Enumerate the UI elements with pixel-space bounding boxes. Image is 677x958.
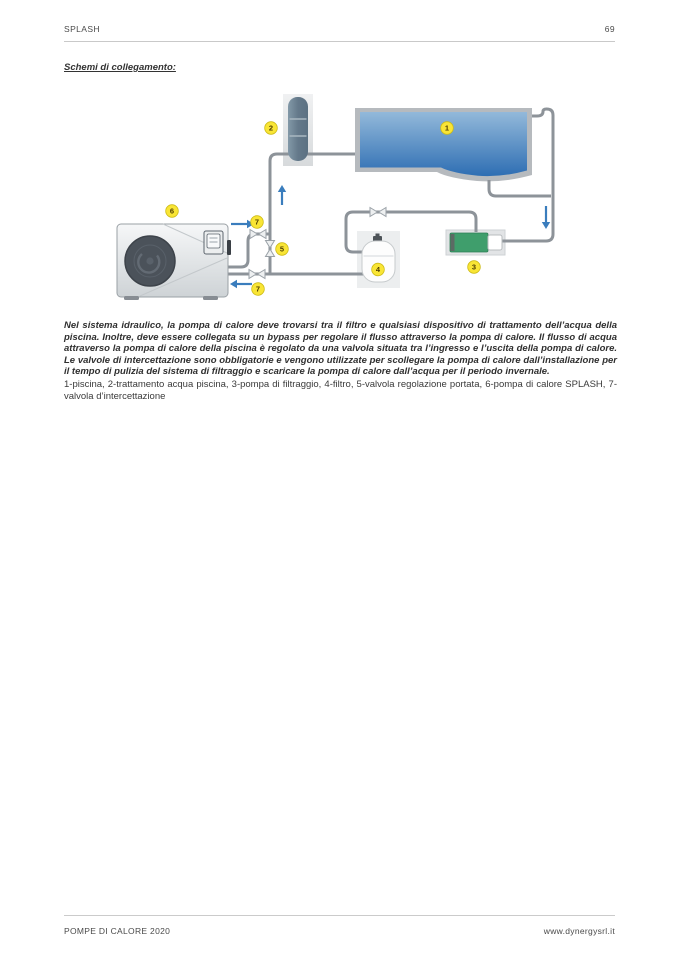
badge-7-in-label: 7 xyxy=(254,217,260,227)
footer-website: www.dynergysrl.it xyxy=(543,926,615,936)
flow-arrow-left xyxy=(230,280,252,288)
foot xyxy=(124,296,139,300)
pool xyxy=(355,108,532,181)
heat-pump-unit xyxy=(117,224,231,300)
badge-3 xyxy=(468,261,481,274)
badge-7-in xyxy=(251,216,264,229)
shutoff-valve-out-icon xyxy=(249,270,265,279)
diagram-legend: 1-piscina, 2-trattamento acqua piscina, 3-pompa di filtraggio, 4-filtro, 5-valvola regolazione portata, 6-pompa di calore SPLASH, 7-valvola d’intercettazione xyxy=(64,378,617,402)
flow-arrow-down xyxy=(542,206,550,229)
badge-2-label: 2 xyxy=(268,123,274,133)
badge-4-label: 4 xyxy=(375,265,381,275)
page-header xyxy=(64,24,615,42)
shutoff-valve-in-icon xyxy=(250,230,266,239)
page-footer xyxy=(64,915,615,936)
instruction-paragraph: Nel sistema idraulico, la pompa di calore deve trovarsi tra il filtro e qualsiasi dispositivo di trattamento dell’acqua della piscina. Inoltre, deve essere collegata su un bypass per regolare il flusso attraverso la pompa di calore. Il flusso di acqua attraverso la pompa di calore della piscina è regolato da una valvola situata tra l’ingresso e l’uscita della pompa di calore. Le valvole di intercettazione sono obbligatorie e vengono utilizzate per scollegare la pompa di calore dall’installazione per il tempo di pulizia del sistema di filtraggio e scaricare la pompa di calore dall’acqua per il periodo invernale. xyxy=(64,320,617,378)
badge-6-label: 6 xyxy=(169,206,175,216)
badge-6 xyxy=(166,205,179,218)
hydraulic-connection-diagram xyxy=(0,85,677,320)
treatment-cylinder xyxy=(288,97,308,161)
pipe-pool-drain xyxy=(489,180,551,196)
pump-motor xyxy=(450,233,488,252)
bypass-valve-icon xyxy=(266,241,275,257)
valve-icon xyxy=(370,208,386,217)
badge-5 xyxy=(276,243,289,256)
filtration-pump xyxy=(450,233,502,252)
pump-housing xyxy=(488,235,502,250)
badge-1 xyxy=(441,122,454,135)
badge-4 xyxy=(372,263,385,276)
header-title: SPLASH xyxy=(64,24,100,34)
diagram-svg xyxy=(0,85,677,320)
badge-2 xyxy=(265,122,278,135)
badge-3-label: 3 xyxy=(471,262,477,272)
water-treatment-unit xyxy=(288,97,308,161)
control-display xyxy=(207,234,220,248)
badge-5-label: 5 xyxy=(279,244,285,254)
badge-7-out-label: 7 xyxy=(255,284,261,294)
footer-left: POMPE DI CALORE 2020 xyxy=(64,926,171,936)
section-title: Schemi di collegamento: xyxy=(64,62,176,73)
badge-7-out xyxy=(252,283,265,296)
foot xyxy=(203,296,218,300)
body-text xyxy=(64,320,617,402)
flow-arrow-up xyxy=(278,185,286,205)
badge-1-label: 1 xyxy=(444,123,450,133)
pipe-supply-vertical xyxy=(270,154,355,274)
page-number: 69 xyxy=(604,24,615,34)
pool-water xyxy=(360,112,527,176)
